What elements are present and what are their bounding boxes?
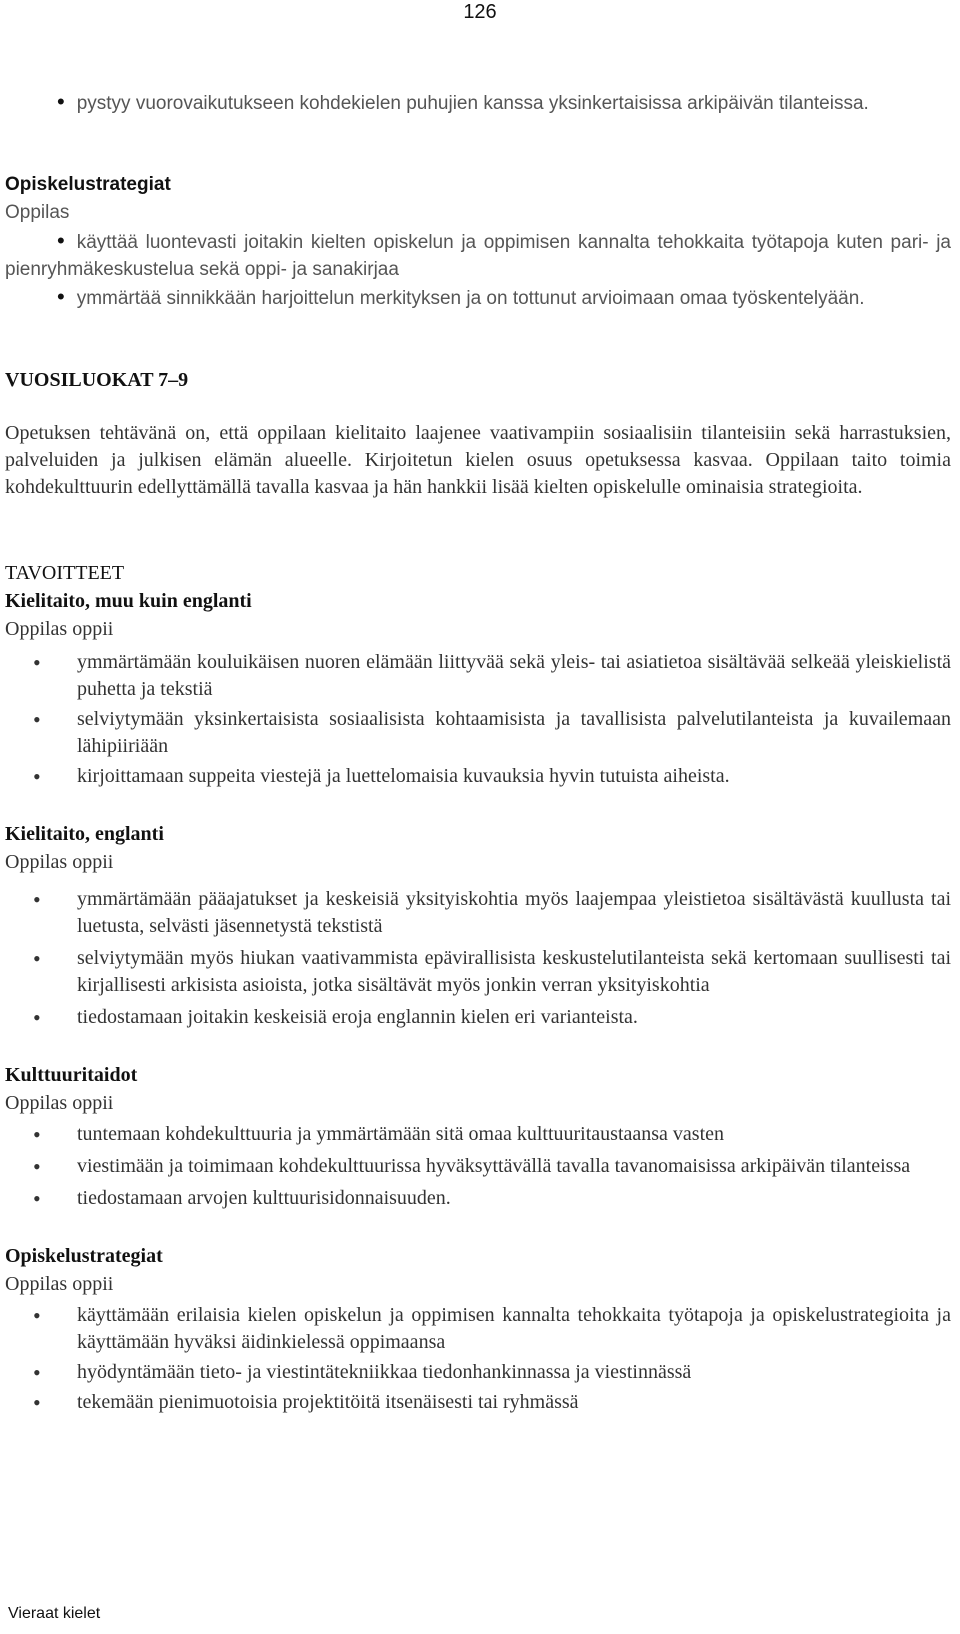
goal-title: Kielitaito, muu kuin englanti (5, 590, 252, 612)
strategies-1-list (5, 227, 951, 312)
grade-heading: VUOSILUOKAT 7–9 (5, 369, 189, 391)
section-lead: Oppilas (5, 202, 70, 223)
grade-section (5, 366, 951, 501)
list-item: • tekemään pienimuotoisia projektitöitä itsenäisesti tai ryhmässä (33, 1390, 579, 1415)
list-item: • pystyy vuorovaikutukseen kohdekielen puhujien kanssa yksinkertaisissa arkipäivän tilanteissa. (5, 88, 951, 117)
bullet-icon: • (33, 1005, 41, 1030)
goal-title: Kulttuuritaidot (5, 1064, 138, 1086)
goal-title: Opiskelustrategiat (5, 1245, 163, 1267)
list-item: • ymmärtämään kouluikäisen nuoren elämään liittyvää sekä yleis- tai asiatietoa sisältävää selkeää yleiskielistä puhetta ja tekstiä (33, 650, 951, 700)
goal-title: Kielitaito, englanti (5, 823, 164, 845)
list-item: • tiedostamaan joitakin keskeisiä eroja englannin kielen eri varianteista. (33, 1005, 638, 1030)
bullet-icon: • (33, 650, 41, 675)
list-item: • käyttää luontevasti joitakin kielten opiskelun ja oppimisen kannalta tehokkaita työtapoja kuten pari- ja pienryhmäkeskustelua sekä oppi- ja sanakirjaa (5, 228, 951, 280)
list-item: • ymmärtää sinnikkään harjoittelun merkityksen ja on tottunut arvioimaan omaa työskentelyään. (5, 283, 951, 312)
list-item: • selviytymään yksinkertaisista sosiaalisista kohtaamisista ja tavallisista palvelutilanteista ja kuvailemaan lähipiiriään (33, 707, 951, 757)
section-heading: Opiskelustrategiat (5, 174, 171, 195)
list-item: • selviytymään myös hiukan vaativammista epävirallisista keskustelutilanteista sekä kertomaan suullisesti tai kirjallisesti arkisista asioista, jotka sisältävät myös jonkin verran yksityiskohtia (33, 946, 951, 996)
goals-section (5, 559, 951, 1416)
goal-list (5, 1121, 951, 1212)
goal-lead: Oppilas oppii (5, 618, 114, 640)
goal-list (5, 649, 951, 790)
goal-list (5, 1302, 951, 1416)
list-item: • tuntemaan kohdekulttuuria ja ymmärtämään sitä omaa kulttuuritaustaansa vasten (33, 1122, 725, 1147)
bullet-icon: • (33, 1186, 41, 1211)
bullet-icon: • (33, 1154, 41, 1179)
bullet-icon: • (33, 1303, 41, 1328)
strategies-1-section (5, 171, 951, 312)
goal-lead: Oppilas oppii (5, 1092, 114, 1114)
goal-lead: Oppilas oppii (5, 851, 114, 873)
bullet-icon: • (57, 228, 65, 253)
bullet-icon: • (57, 284, 65, 309)
page-number: 126 (463, 1, 497, 23)
goal-list (5, 886, 951, 1031)
list-item: • käyttämään erilaisia kielen opiskelun ja oppimisen kannalta tehokkaita työtapoja ja opiskelustrategioita ja käyttämään hyväksi äidinkielessä oppimaansa (33, 1303, 951, 1353)
list-item: • hyödyntämään tieto- ja viestintätekniikkaa tiedonhankinnassa ja viestinnässä (33, 1360, 692, 1385)
list-item: • viestimään ja toimimaan kohdekulttuurissa hyväksyttävällä tavalla tavanomaisissa arkipäivän tilanteissa (33, 1154, 911, 1179)
intro-list (5, 88, 951, 117)
goal-lead: Oppilas oppii (5, 1273, 114, 1295)
bullet-icon: • (33, 1390, 41, 1415)
bullet-icon: • (33, 887, 41, 912)
list-item: • kirjoittamaan suppeita viestejä ja luettelomaisia kuvauksia hyvin tutuista aiheista. (33, 764, 730, 789)
bullet-icon: • (33, 946, 41, 971)
list-item: • ymmärtämään pääajatukset ja keskeisiä yksityiskohtia myös laajempaa yleistietoa sisältävästä kuullusta tai luetusta, selvästi jäsennetystä tekstistä (33, 887, 951, 937)
intro-block (5, 88, 951, 117)
bullet-icon: • (33, 764, 41, 789)
bullet-icon: • (33, 1122, 41, 1147)
bullet-icon: • (57, 89, 65, 114)
grade-paragraph: Opetuksen tehtävänä on, että oppilaan kielitaito laajenee vaativampiin sosiaalisiin tilanteisiin sekä harrastuksien, palveluiden ja julkisen elämän alueelle. Kirjoitetun kielen osuus opetuksessa kasvaa. Oppilaan taito toimia kohdekulttuurin edellyttämällä tavalla kasvaa ja hän hankkii lisää kielten opiskelulle ominaisia strategioita. (5, 422, 951, 498)
bullet-icon: • (33, 1360, 41, 1385)
list-item: • tiedostamaan arvojen kulttuurisidonnaisuuden. (33, 1186, 451, 1211)
footer: Vieraat kielet (8, 1605, 101, 1622)
goals-heading: TAVOITTEET (5, 562, 125, 584)
bullet-icon: • (33, 707, 41, 732)
